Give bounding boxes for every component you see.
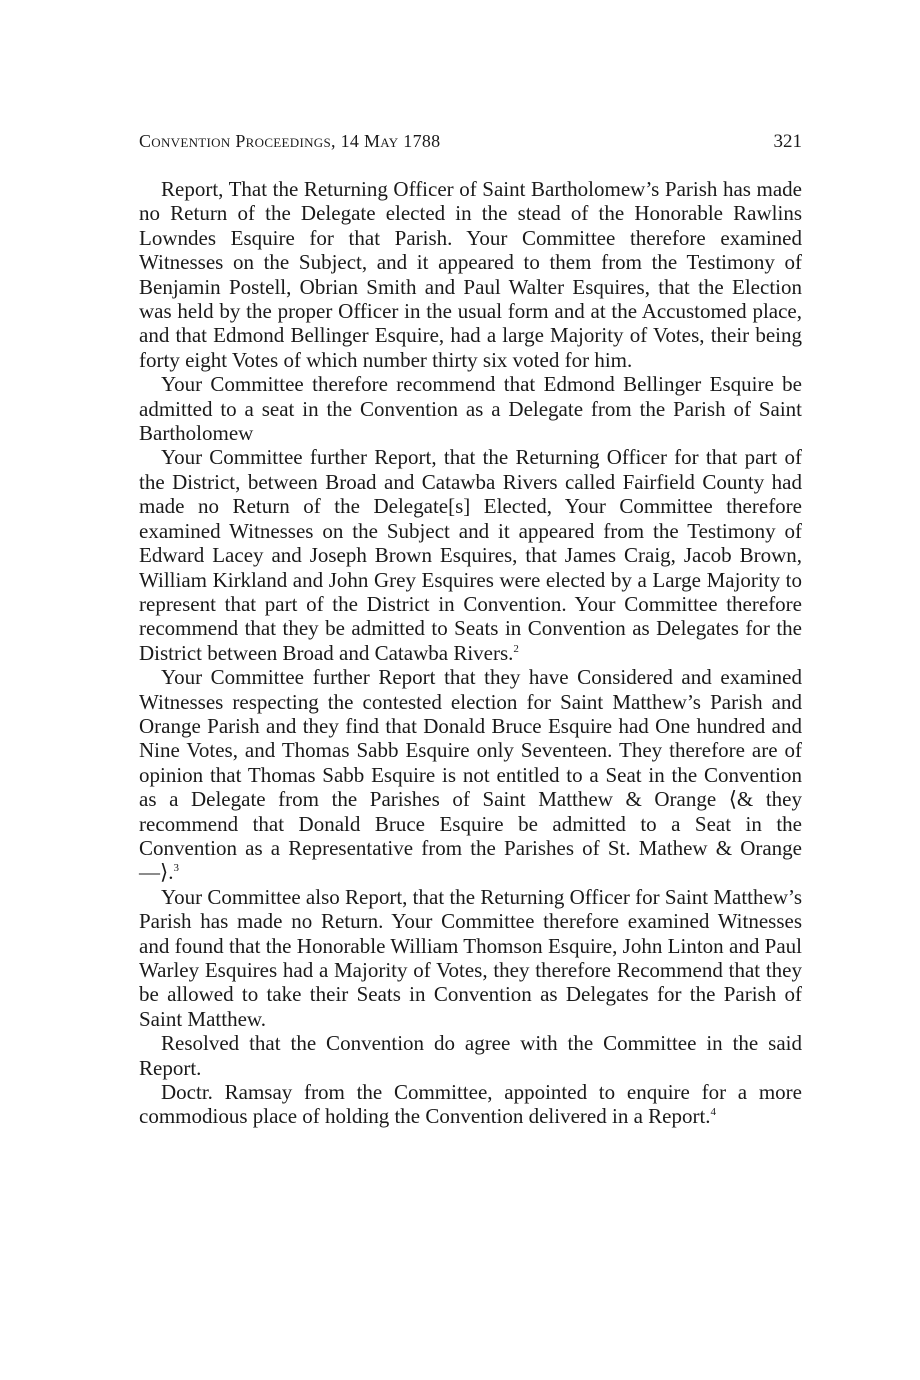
paragraph-text: Report, That the Returning Officer of Saint Bartholomew’s Parish has made no Return of the Delegate elected in the stead of the Honorable Rawlins Lowndes Esquire for that Parish. Your Committee therefore examined Witnesses on the Subject, and it appeared to them from the Testimony of Benjamin Postell, Obrian Smith and Paul Walter Esquires, that the Election was held by the proper Officer in the usual form and at the Accustomed place, and that Edmond Bellinger Esquire, had a large Majority of Votes, their being forty eight Votes of which number thirty six voted for him. [139,177,802,372]
footnote-marker: 4 [710,1106,717,1119]
paragraph [139,177,802,372]
paragraph-text: Your Committee also Report, that the Returning Officer for Saint Matthew’s Parish has made no Return. Your Committee therefore examined Witnesses and found that the Honorable William Thomson Esquire, John Linton and Paul Warley Esquires had a Majority of Votes, they therefore Recommend that they be allowed to take their Seats in Convention as Delegates for the Parish of Saint Matthew. [139,884,802,1031]
paragraph [139,372,802,445]
paragraph [139,1080,802,1129]
document-page [139,128,802,1129]
paragraph-text: Your Committee further Report, that the Returning Officer for that part of the District, between Broad and Catawba Rivers called Fairfield County had made no Return of the Delegate[s] Elected, Your Committee therefore examined Witnesses on the Subject and it appeared from the Testimony of Edward Lacey and Joseph Brown Esquires, that James Craig, Jacob Brown, William Kirkland and John Grey Esquires were elected by a Large Majority to represent that part of the District in Convention. Your Committee therefore recommend that they be admitted to Seats in Convention as Delegates for the District between Broad and Catawba Rivers. [139,445,802,665]
paragraph [139,665,802,885]
paragraph-text: Doctr. Ramsay from the Committee, appointed to enquire for a more commodious place of holding the Convention delivered in a Report. [139,1080,802,1129]
paragraph-text: Your Committee further Report that they have Considered and examined Witnesses respecting the contested election for Saint Matthew’s Parish and Orange Parish and they find that Donald Bruce Esquire had One hundred and Nine Votes, and Thomas Sabb Esquire only Seventeen. They therefore are of opinion that Thomas Sabb Esquire is not entitled to a Seat in the Convention as a Delegate from the Parishes of Saint Matthew & Orange ⟨& they recommend that Donald Bruce Esquire be admitted to a Seat in the Convention as a Representative from the Parishes of St. Mathew & Orange—⟩. [139,665,802,885]
paragraph [139,445,802,665]
paragraph [139,1031,802,1080]
running-title: Convention Proceedings, 14 May 1788 [139,131,441,151]
paragraph [139,885,802,1031]
paragraph-text: Resolved that the Convention do agree with the Committee in the said Report. [139,1031,802,1080]
body-text [139,177,802,1129]
footnote-marker: 2 [513,642,519,655]
footnote-marker: 3 [173,862,179,875]
page-number: 321 [773,131,802,152]
running-head [139,128,802,155]
paragraph-text: Your Committee therefore recommend that Edmond Bellinger Esquire be admitted to a seat in the Convention as a Delegate from the Parish of Saint Bartholomew [139,372,802,446]
